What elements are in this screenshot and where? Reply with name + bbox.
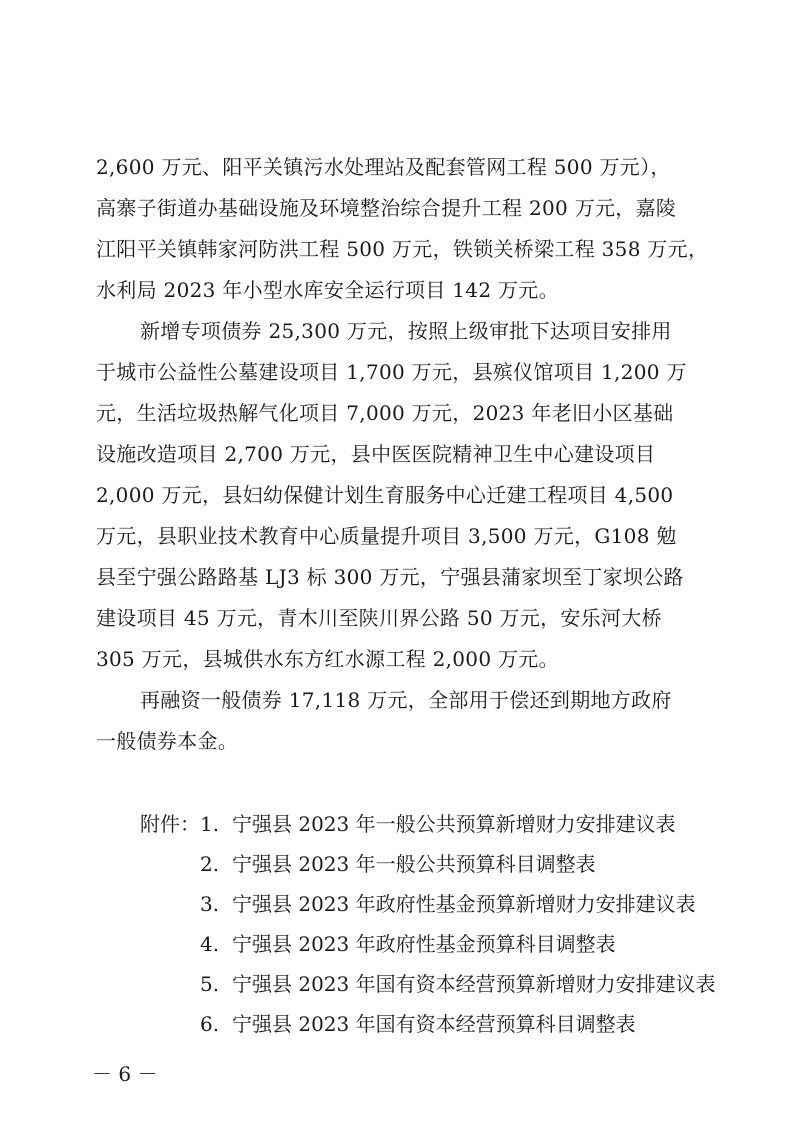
paragraph-1-line-1: 2,600 万元、阳平关镇污水处理站及配套管网工程 500 万元）， <box>96 155 671 179</box>
attachment-item-4 <box>200 930 616 958</box>
attachment-number: 2. <box>200 852 220 876</box>
attachment-item-5 <box>200 970 716 998</box>
attachment-title: 宁强县 2023 年一般公共预算新增财力安排建议表 <box>232 812 676 836</box>
paragraph-2-line-6: 万元，县职业技术教育中心质量提升项目 3,500 万元，G108 勉 <box>96 524 677 548</box>
paragraph-2-line-7: 县至宁强公路路基 LJ3 标 300 万元，宁强县蒲家坝至丁家坝公路 <box>96 565 684 589</box>
paragraph-3-line-1: 再融资一般债券 17,118 万元，全部用于偿还到期地方政府 <box>140 688 672 712</box>
paragraph-2-line-4: 设施改造项目 2,700 万元，县中医医院精神卫生中心建设项目 <box>96 442 656 466</box>
attachment-item-2 <box>200 850 596 878</box>
attachment-item-1 <box>200 810 676 838</box>
attachment-number: 6. <box>200 1012 220 1036</box>
attachment-item-6 <box>200 1010 636 1038</box>
attachment-item-3 <box>200 890 696 918</box>
paragraph-1-line-2: 高寨子街道办基础设施及环境整治综合提升工程 200 万元，嘉陵 <box>96 196 677 220</box>
attachment-number: 3. <box>200 892 220 916</box>
paragraph-2-line-3: 元，生活垃圾热解气化项目 7,000 万元，2023 年老旧小区基础 <box>96 401 674 425</box>
paragraph-2-line-5: 2,000 万元，县妇幼保健计划生育服务中心迁建工程项目 4,500 <box>96 483 674 507</box>
attachment-title: 宁强县 2023 年国有资本经营预算新增财力安排建议表 <box>232 972 716 996</box>
paragraph-2-line-8: 建设项目 45 万元，青木川至陕川界公路 50 万元，安乐河大桥 <box>96 606 662 630</box>
paragraph-2-line-2: 于城市公益性公墓建设项目 1,700 万元，县殡仪馆项目 1,200 万 <box>96 360 687 384</box>
paragraph-2-line-1: 新增专项债券 25,300 万元，按照上级审批下达项目安排用 <box>140 319 672 343</box>
paragraph-3-line-2: 一般债券本金。 <box>96 729 239 753</box>
attachment-number: 5. <box>200 972 220 996</box>
paragraph-1-line-3: 江阳平关镇韩家河防洪工程 500 万元，铁锁关桥梁工程 358 万元， <box>96 237 709 261</box>
attachment-title: 宁强县 2023 年一般公共预算科目调整表 <box>232 852 596 876</box>
paragraph-2-line-9: 305 万元，县城供水东方红水源工程 2,000 万元。 <box>96 647 559 671</box>
page-number: － 6 － <box>92 1062 158 1086</box>
attachment-number: 4. <box>200 932 220 956</box>
paragraph-1-line-4: 水利局 2023 年小型水库安全运行项目 142 万元。 <box>96 278 559 302</box>
attachment-number: 1. <box>200 812 220 836</box>
attachment-title: 宁强县 2023 年国有资本经营预算科目调整表 <box>232 1012 636 1036</box>
attachments-label: 附件： <box>140 812 200 836</box>
attachment-title: 宁强县 2023 年政府性基金预算科目调整表 <box>232 932 616 956</box>
attachment-title: 宁强县 2023 年政府性基金预算新增财力安排建议表 <box>232 892 696 916</box>
